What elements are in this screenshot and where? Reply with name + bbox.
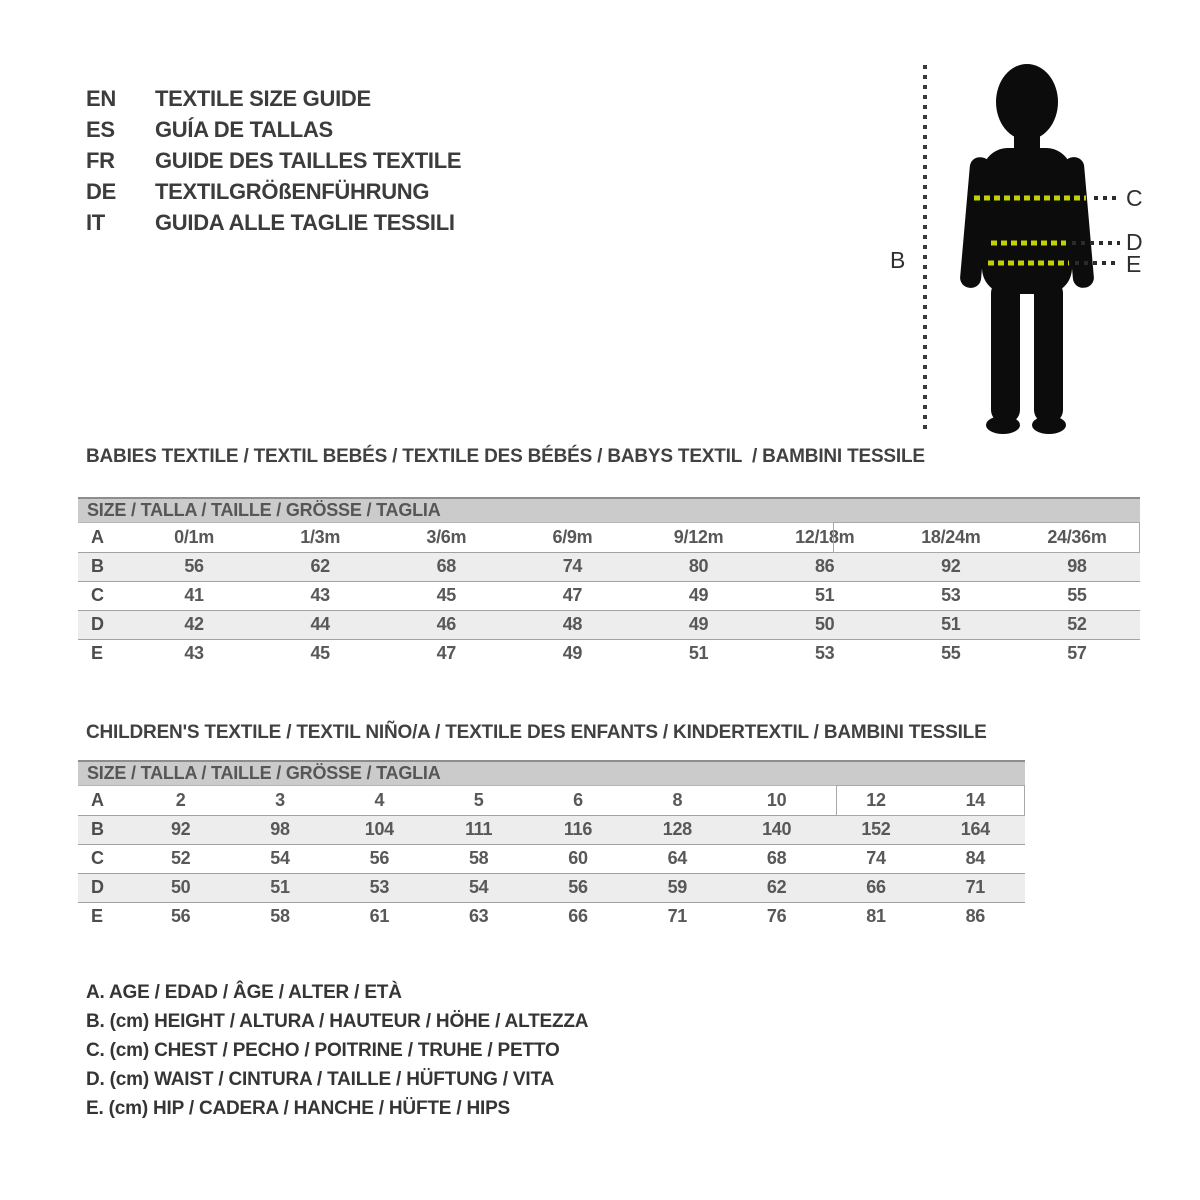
table-cell: 6/9m: [509, 523, 635, 552]
table-row: [78, 639, 1140, 668]
table-row: [78, 552, 1140, 581]
row-label: D: [78, 610, 131, 639]
table-cell: 55: [1014, 581, 1140, 610]
table-cell: 51: [888, 610, 1014, 639]
language-code: EN: [86, 85, 116, 111]
table-row: [78, 873, 1025, 902]
table-cell: 76: [766, 906, 787, 927]
table-cell: 80: [636, 552, 762, 581]
row-label: D: [78, 873, 131, 902]
language-code: IT: [86, 209, 105, 235]
table-cell: 44: [257, 610, 383, 639]
row-label: A: [78, 786, 131, 815]
babies-size-header: SIZE / TALLA / TAILLE / GRÖSSE / TAGLIA: [78, 497, 1140, 523]
table-row: [78, 844, 1025, 873]
table-cell: 140: [727, 815, 826, 844]
table-cell: 45: [383, 581, 509, 610]
foot-right: [1032, 416, 1066, 434]
table-row: [78, 902, 1025, 931]
table-cell: 51: [230, 873, 329, 902]
row-label: E: [91, 643, 103, 664]
table-cell: 51: [688, 643, 709, 664]
head: [996, 64, 1058, 140]
language-row: [86, 207, 461, 238]
legend-line: D. (cm) WAIST / CINTURA / TAILLE / HÜFTUNG / VITA: [86, 1068, 554, 1090]
table-cell: 8: [628, 786, 727, 815]
table-cell: 10: [727, 786, 826, 815]
measurement-legend: [86, 978, 588, 1123]
chest-label: C: [1126, 185, 1143, 211]
table-cell: 66: [568, 906, 588, 927]
table-cell: 2: [131, 786, 230, 815]
table-cell: 104: [330, 815, 429, 844]
language-code: ES: [86, 116, 115, 142]
language-title: TEXTILE SIZE GUIDE: [155, 85, 371, 111]
table-cell: 47: [509, 581, 635, 610]
row-label: B: [78, 552, 131, 581]
legend-line: B. (cm) HEIGHT / ALTURA / HAUTEUR / HÖHE / ALTEZZA: [86, 1010, 589, 1032]
legend-line: E. (cm) HIP / CADERA / HANCHE / HÜFTE / HIPS: [86, 1097, 511, 1119]
table-cell: 74: [826, 844, 925, 873]
table-cell: 4: [330, 786, 429, 815]
table-cell: 68: [727, 844, 826, 873]
table-cell: 51: [762, 581, 888, 610]
table-cell: 64: [628, 844, 727, 873]
table-cell: 98: [230, 815, 329, 844]
leg-left: [991, 280, 1020, 423]
table-cell: 57: [1067, 643, 1087, 664]
table-cell: 45: [310, 643, 330, 664]
child-measurement-diagram: [870, 40, 1200, 460]
table-cell: 54: [230, 844, 329, 873]
table-cell: 49: [636, 610, 762, 639]
table-cell: 128: [628, 815, 727, 844]
language-title: GUÍA DE TALLAS: [155, 116, 333, 142]
foot-left: [986, 416, 1020, 434]
height-label: B: [890, 247, 906, 273]
table-cell: 92: [888, 552, 1014, 581]
table-cell: 52: [1014, 610, 1140, 639]
table-cell: 86: [762, 552, 888, 581]
table-cell: 48: [509, 610, 635, 639]
row-label: A: [78, 523, 131, 552]
table-cell: 98: [1014, 552, 1140, 581]
language-title: GUIDE DES TAILLES TEXTILE: [155, 147, 462, 173]
table-cell: 55: [941, 643, 961, 664]
table-cell: 0/1m: [131, 523, 257, 552]
table-cell: 68: [383, 552, 509, 581]
table-cell: 164: [926, 815, 1025, 844]
table-cell: 53: [814, 643, 835, 664]
children-section-title: CHILDREN'S TEXTILE / TEXTIL NIÑO/A / TEXTILE DES ENFANTS / KINDERTEXTIL / BAMBINI TESSILE: [86, 722, 987, 743]
table-cell: 47: [436, 643, 457, 664]
table-cell: 3/6m: [383, 523, 509, 552]
table-cell: 41: [131, 581, 257, 610]
table-cell: 71: [926, 873, 1025, 902]
table-cell: 152: [826, 815, 925, 844]
leg-right: [1034, 280, 1063, 423]
table-cell: 63: [468, 906, 489, 927]
children-selected-size-box: [836, 785, 1025, 816]
table-cell: 53: [888, 581, 1014, 610]
language-row: [86, 145, 461, 176]
language-title-list: [86, 83, 461, 238]
torso: [982, 148, 1072, 294]
table-cell: 111: [429, 815, 528, 844]
table-cell: 58: [429, 844, 528, 873]
row-label: C: [78, 844, 131, 873]
table-cell: 49: [562, 643, 583, 664]
table-cell: 24/36m: [1014, 523, 1140, 552]
table-cell: 5: [429, 786, 528, 815]
row-label: C: [78, 581, 131, 610]
table-cell: 43: [184, 643, 204, 664]
table-cell: 61: [369, 906, 390, 927]
language-title: TEXTILGRÖßENFÜHRUNG: [155, 178, 430, 204]
table-cell: 50: [762, 610, 888, 639]
table-cell: 62: [727, 873, 826, 902]
babies-section-title: BABIES TEXTILE / TEXTIL BEBÉS / TEXTILE DES BÉBÉS / BABYS TEXTIL / BAMBINI TESSILE: [86, 446, 925, 467]
row-label: B: [78, 815, 131, 844]
table-cell: 6: [528, 786, 627, 815]
row-label: E: [91, 906, 103, 927]
table-cell: 66: [826, 873, 925, 902]
table-cell: 116: [528, 815, 627, 844]
table-cell: 59: [628, 873, 727, 902]
waist-label: D: [1126, 229, 1143, 255]
table-cell: 9/12m: [636, 523, 762, 552]
table-cell: 86: [965, 906, 986, 927]
table-cell: 56: [330, 844, 429, 873]
table-cell: 58: [270, 906, 290, 927]
table-row: [78, 581, 1140, 610]
children-size-header: SIZE / TALLA / TAILLE / GRÖSSE / TAGLIA: [78, 760, 1025, 786]
table-row: [78, 815, 1025, 844]
table-cell: 92: [131, 815, 230, 844]
table-cell: 52: [131, 844, 230, 873]
table-cell: 54: [429, 873, 528, 902]
table-cell: 46: [383, 610, 509, 639]
table-cell: 71: [667, 906, 688, 927]
table-cell: 43: [257, 581, 383, 610]
babies-selected-size-box: [833, 522, 1140, 553]
language-row: [86, 176, 461, 207]
table-cell: 42: [131, 610, 257, 639]
table-cell: 56: [170, 906, 191, 927]
table-cell: 56: [528, 873, 627, 902]
table-cell: 49: [636, 581, 762, 610]
child-silhouette: [959, 64, 1094, 434]
table-cell: 53: [330, 873, 429, 902]
language-code: DE: [86, 178, 116, 204]
language-row: [86, 83, 461, 114]
table-cell: 81: [866, 906, 886, 927]
table-cell: 3: [230, 786, 329, 815]
language-row: [86, 114, 461, 145]
table-cell: 18/24m: [888, 523, 1014, 552]
table-cell: 74: [509, 552, 635, 581]
table-cell: 14: [926, 786, 1025, 815]
language-code: FR: [86, 147, 115, 173]
legend-line: C. (cm) CHEST / PECHO / POITRINE / TRUHE / PETTO: [86, 1039, 560, 1061]
table-cell: 50: [131, 873, 230, 902]
table-cell: 56: [131, 552, 257, 581]
table-cell: 60: [528, 844, 627, 873]
table-cell: 12: [826, 786, 925, 815]
table-cell: 1/3m: [257, 523, 383, 552]
hip-label: E: [1126, 251, 1142, 277]
table-cell: 84: [926, 844, 1025, 873]
table-row: [78, 610, 1140, 639]
table-cell: 12/18m: [762, 523, 888, 552]
legend-line: A. AGE / EDAD / ÂGE / ALTER / ETÀ: [86, 981, 402, 1003]
language-title: GUIDA ALLE TAGLIE TESSILI: [155, 209, 455, 235]
table-cell: 62: [257, 552, 383, 581]
